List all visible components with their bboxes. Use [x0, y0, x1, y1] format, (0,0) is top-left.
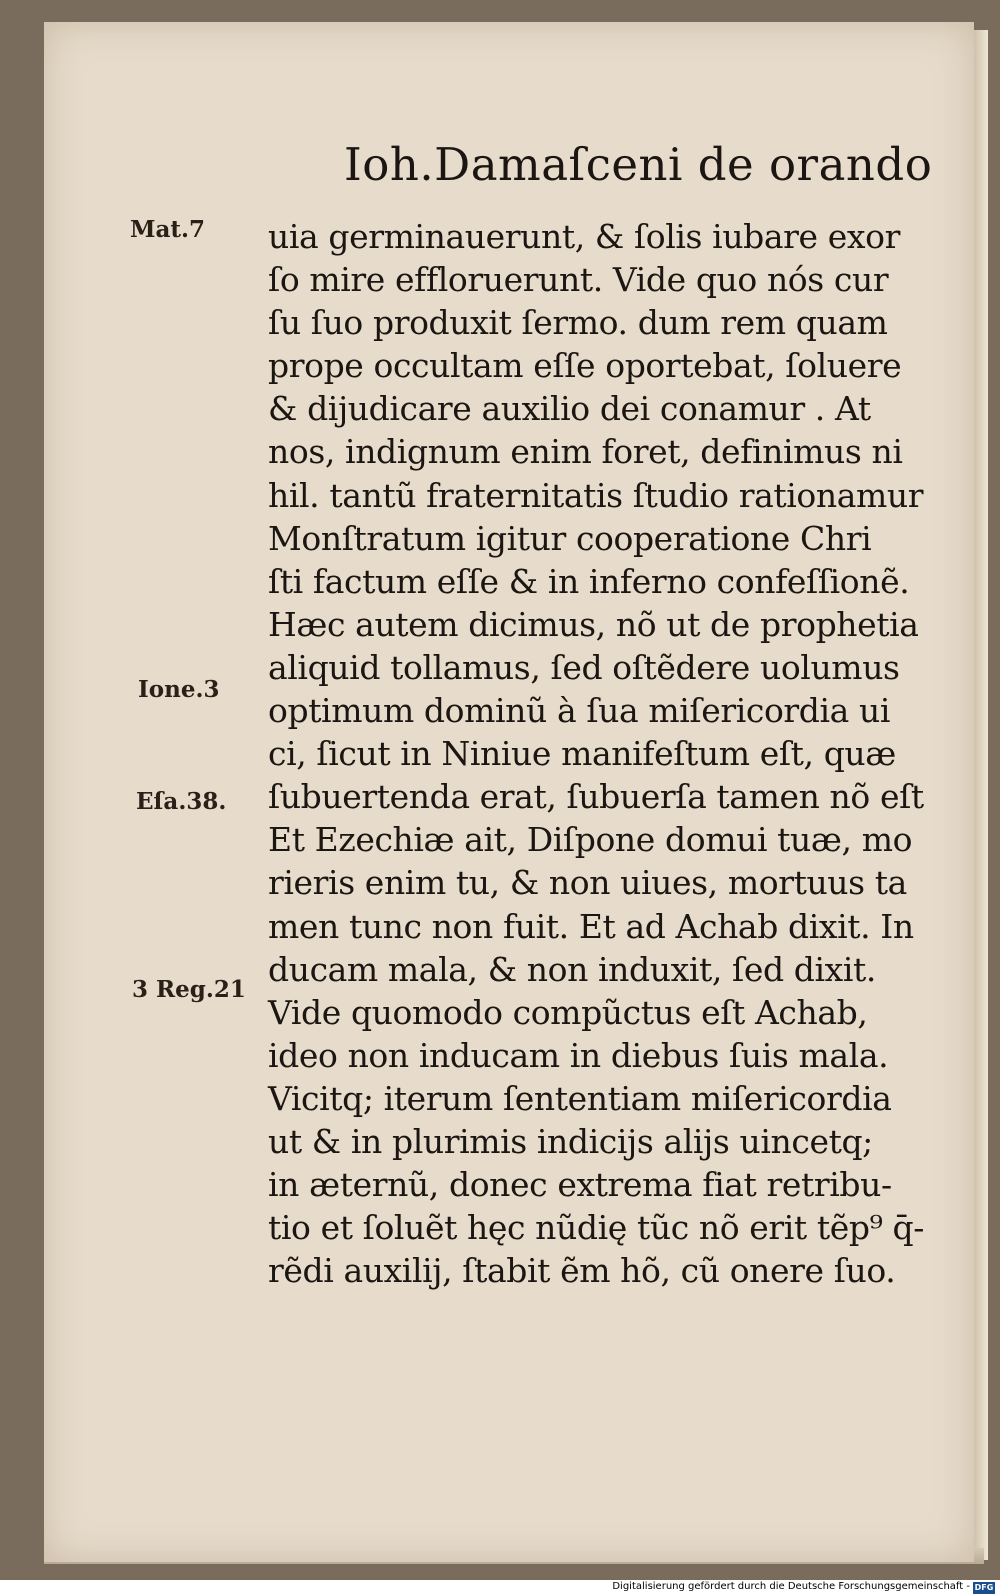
margin-note: Ione.3 — [138, 676, 220, 703]
text-line: Vide quomodo compũctus eſt Achab, — [268, 992, 868, 1032]
text-line: in æternũ, donec extrema fiat retribu- — [268, 1165, 892, 1205]
text-line: ci, ſicut in Niniue manifeſtum eſt, quæ — [268, 734, 896, 774]
margin-note: Mat.7 — [130, 216, 205, 243]
page-edge-right — [974, 30, 988, 1560]
body-text — [268, 215, 924, 1292]
text-line: tio et ſoluẽt hęc nũdię tũc nõ erit tẽp⁹ q̄- — [268, 1208, 924, 1248]
text-line: men tunc non fuit. Et ad Achab dixit. In — [268, 906, 914, 946]
margin-note: 3 Reg.21 — [132, 976, 246, 1003]
text-line: optimum dominũ à ſua miſericordia ui — [268, 691, 891, 731]
text-line: aliquid tollamus, ſed oſtẽdere uolumus — [268, 647, 900, 687]
text-line: prope occultam eſſe oportebat, ſoluere — [268, 346, 902, 386]
text-line: ut & in plurimis indicijs alijs uincetq; — [268, 1121, 873, 1161]
text-line: ſti factum eſſe & in inferno confeſſionẽ. — [268, 561, 910, 601]
text-line: ſo mire effloruerunt. Vide quo nós cur — [268, 260, 889, 300]
text-line: Vicitq; iterum ſententiam miſericordia — [268, 1078, 892, 1118]
text-line: & dijudicare auxilio dei conamur . At — [268, 389, 871, 429]
text-line: ſubuertenda erat, ſubuerſa tamen nõ eſt — [268, 777, 924, 817]
text-line: rieris enim tu, & non uiues, mortuus ta — [268, 863, 907, 903]
text-line: ideo non inducam in diebus ſuis mala. — [268, 1035, 889, 1075]
margin-note: Eſa.38. — [136, 788, 227, 815]
text-line: Et Ezechiæ ait, Diſpone domui tuæ, mo — [268, 820, 913, 860]
text-line: rẽdi auxilij, ſtabit ẽm hõ, cũ onere ſuo. — [268, 1251, 896, 1291]
text-line: ſu ſuo produxit ſermo. dum rem quam — [268, 303, 888, 343]
text-line: ducam mala, & non induxit, ſed dixit. — [268, 949, 876, 989]
text-line: Hæc autem dicimus, nõ ut de prophetia — [268, 604, 919, 644]
text-line: nos, indignum enim foret, definimus ni — [268, 432, 903, 472]
text-line: Monſtratum igitur cooperatione Chri — [268, 518, 872, 558]
digitization-credit: Digitalisierung gefördert durch die Deutsche Forschungsgemeinschaft - — [612, 1581, 970, 1592]
running-head: Ioh.Damaſceni de orando — [344, 138, 933, 191]
text-line: hil. tantũ fraternitatis ſtudio rationamur — [268, 475, 924, 515]
dfg-logo: DFG — [974, 1583, 994, 1592]
text-line: uia germinauerunt, & ſolis iubare exor — [268, 217, 900, 256]
